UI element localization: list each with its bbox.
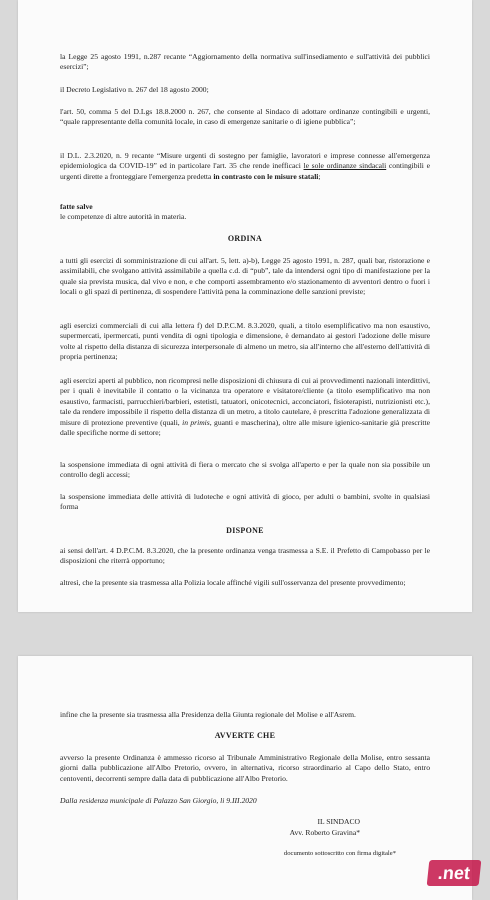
signature-title: IL SINDACO: [317, 817, 360, 826]
paragraph-ricorso: avverso la presente Ordinanza è ammesso ricorso al Tribunale Amministrativo Regionale della Molise, entro sessanta giorni dalla pubblicazione all'Albo Pretorio, ovvero, in alternativa, ricorso straordinario al Capo dello Stato, entro centoventi, decorrenti sempre dalla data di pubblicazione all'Albo Pretorio.: [60, 753, 430, 783]
ordina-item-esercizi-aperti: agli esercizi aperti al pubblico, non ricompresi nelle disposizioni di chiusura di cui ai provvedimenti nazionali interdittivi, per i quali è inevitabile il contatto o la vicinanza tra operatore e visitatore/cliente (a titolo esemplificativo ma non esaustivo, farmacisti, parrucchieri/barbieri, estetisti, tatuatori, onicotecnici, acconciatori, fisioterapisti, nutrizionisti etc.), tale da rendere impossibile il rispetto della distanza di un metro, a titolo cautelare, è prescritta l'adozione generalizzata di misure di protezione preventive (quali, in primis, guanti e mascherina), oltre alle misure igienico-sanitarie già prescritte dalle specifiche norme di settore;: [60, 376, 431, 438]
paragraph-asrem: infine che la presente sia trasmessa alla Presidenza della Giunta regionale del Molise e all'Asrem.: [60, 710, 356, 719]
signature-name: Avv. Roberto Gravina*: [289, 828, 360, 837]
bold-misure-statali: in contrasto con le misure statali: [213, 171, 319, 181]
paragraph-dl-2020: il D.L. 2.3.2020, n. 9 recante “Misure urgenti di sostegno per famiglie, lavoratori e imprese connesse all'emergenza epidemiologica da COVID-19” ed in particolare l'art. 35 che rende inefficaci le sole ordinanze sindacali contingibili e urgenti dirette a fronteggiare l'emergenza predetta in contrasto con le misure statali;: [60, 151, 430, 181]
document-page-2: [18, 656, 472, 900]
document-page-1: [18, 0, 472, 612]
ordina-item-esercizi-commerciali: agli esercizi commerciali di cui alla lettera f) del D.P.C.M. 8.3.2020, quali, a titolo esemplificativo ma non esaustivo, supermercati, ipermercati, punti vendita di ogni tipologia e dimensione, è demandato ai gestori l'adozione delle misure volte al rispetto della distanza di sicurezza interpersonale di almeno un metro, sia all'interno che all'esterno dell'attività di propria pertinenza;: [60, 321, 430, 362]
paragraph-decreto-267: il Decreto Legislativo n. 267 del 18 agosto 2000;: [60, 85, 209, 94]
ordina-item-ludoteche: la sospensione immediata delle attività di ludoteche e ogni attività di gioco, per adulti o bambini, svolte in qualsiasi forma: [60, 492, 430, 512]
signature-note: documento sottoscritto con firma digitale*: [283, 850, 396, 857]
dispone-heading: DISPONE: [226, 526, 264, 535]
ordina-heading: ORDINA: [227, 234, 263, 243]
paragraph-competenze: le competenze di altre autorità in materia.: [60, 212, 187, 221]
avverte-heading: AVVERTE CHE: [214, 731, 276, 740]
dispone-item-polizia: altresì, che la presente sia trasmessa alla Polizia locale affinché vigili sull'osservanza del presente provvedimento;: [60, 578, 406, 587]
ordina-item-pub: a tutti gli esercizi di somministrazione di cui all'art. 5, lett. a)-b), Legge 25 agosto 1991, n. 287, quali bar, ristorazione e assimilabili, che svolgano attività assimilabile a quella c.d. di “pub”, tale da intendersi ogni tipo di manifestazione per la quale sia prevista musica, dal vivo e non, e che comporti assembramento e/o stazionamento di avventori dentro o fuori i locali o gli spazi di pertinenza, di sospendere l'attività pena la comminazione delle sanzioni previste;: [60, 256, 430, 297]
ordina-item-fiere: la sospensione immediata di ogni attività di fiera o mercato che si svolga all'aperto e per la quale non sia possibile un controllo degli accessi;: [60, 460, 430, 480]
dispone-item-prefetto: ai sensi dell'art. 4 D.P.C.M. 8.3.2020, che la presente ordinanza venga trasmessa a S.E. il Prefetto di Campobasso per le disposizioni che riterrà opportuno;: [60, 546, 430, 566]
underlined-ordinanze: le sole ordinanze sindacali: [303, 161, 387, 171]
fatte-salve-label: fatte salve: [60, 202, 93, 211]
watermark-logo: .net: [427, 860, 482, 886]
paragraph-legge-1991: la Legge 25 agosto 1991, n.287 recante “Aggiornamento della normativa sull'insediamento e sull'attività dei pubblici esercizi”;: [60, 52, 430, 72]
paragraph-art-50: l'art. 50, comma 5 del D.Lgs 18.8.2000 n. 267, che consente al Sindaco di adottare ordinanze contingibili e urgenti, “quale rappresentante della comunità locale, in caso di emergenze sanitarie o di igiene pubblica”;: [60, 107, 430, 127]
date-line: Dalla residenza municipale di Palazzo San Giorgio, li 9.III.2020: [60, 796, 257, 805]
